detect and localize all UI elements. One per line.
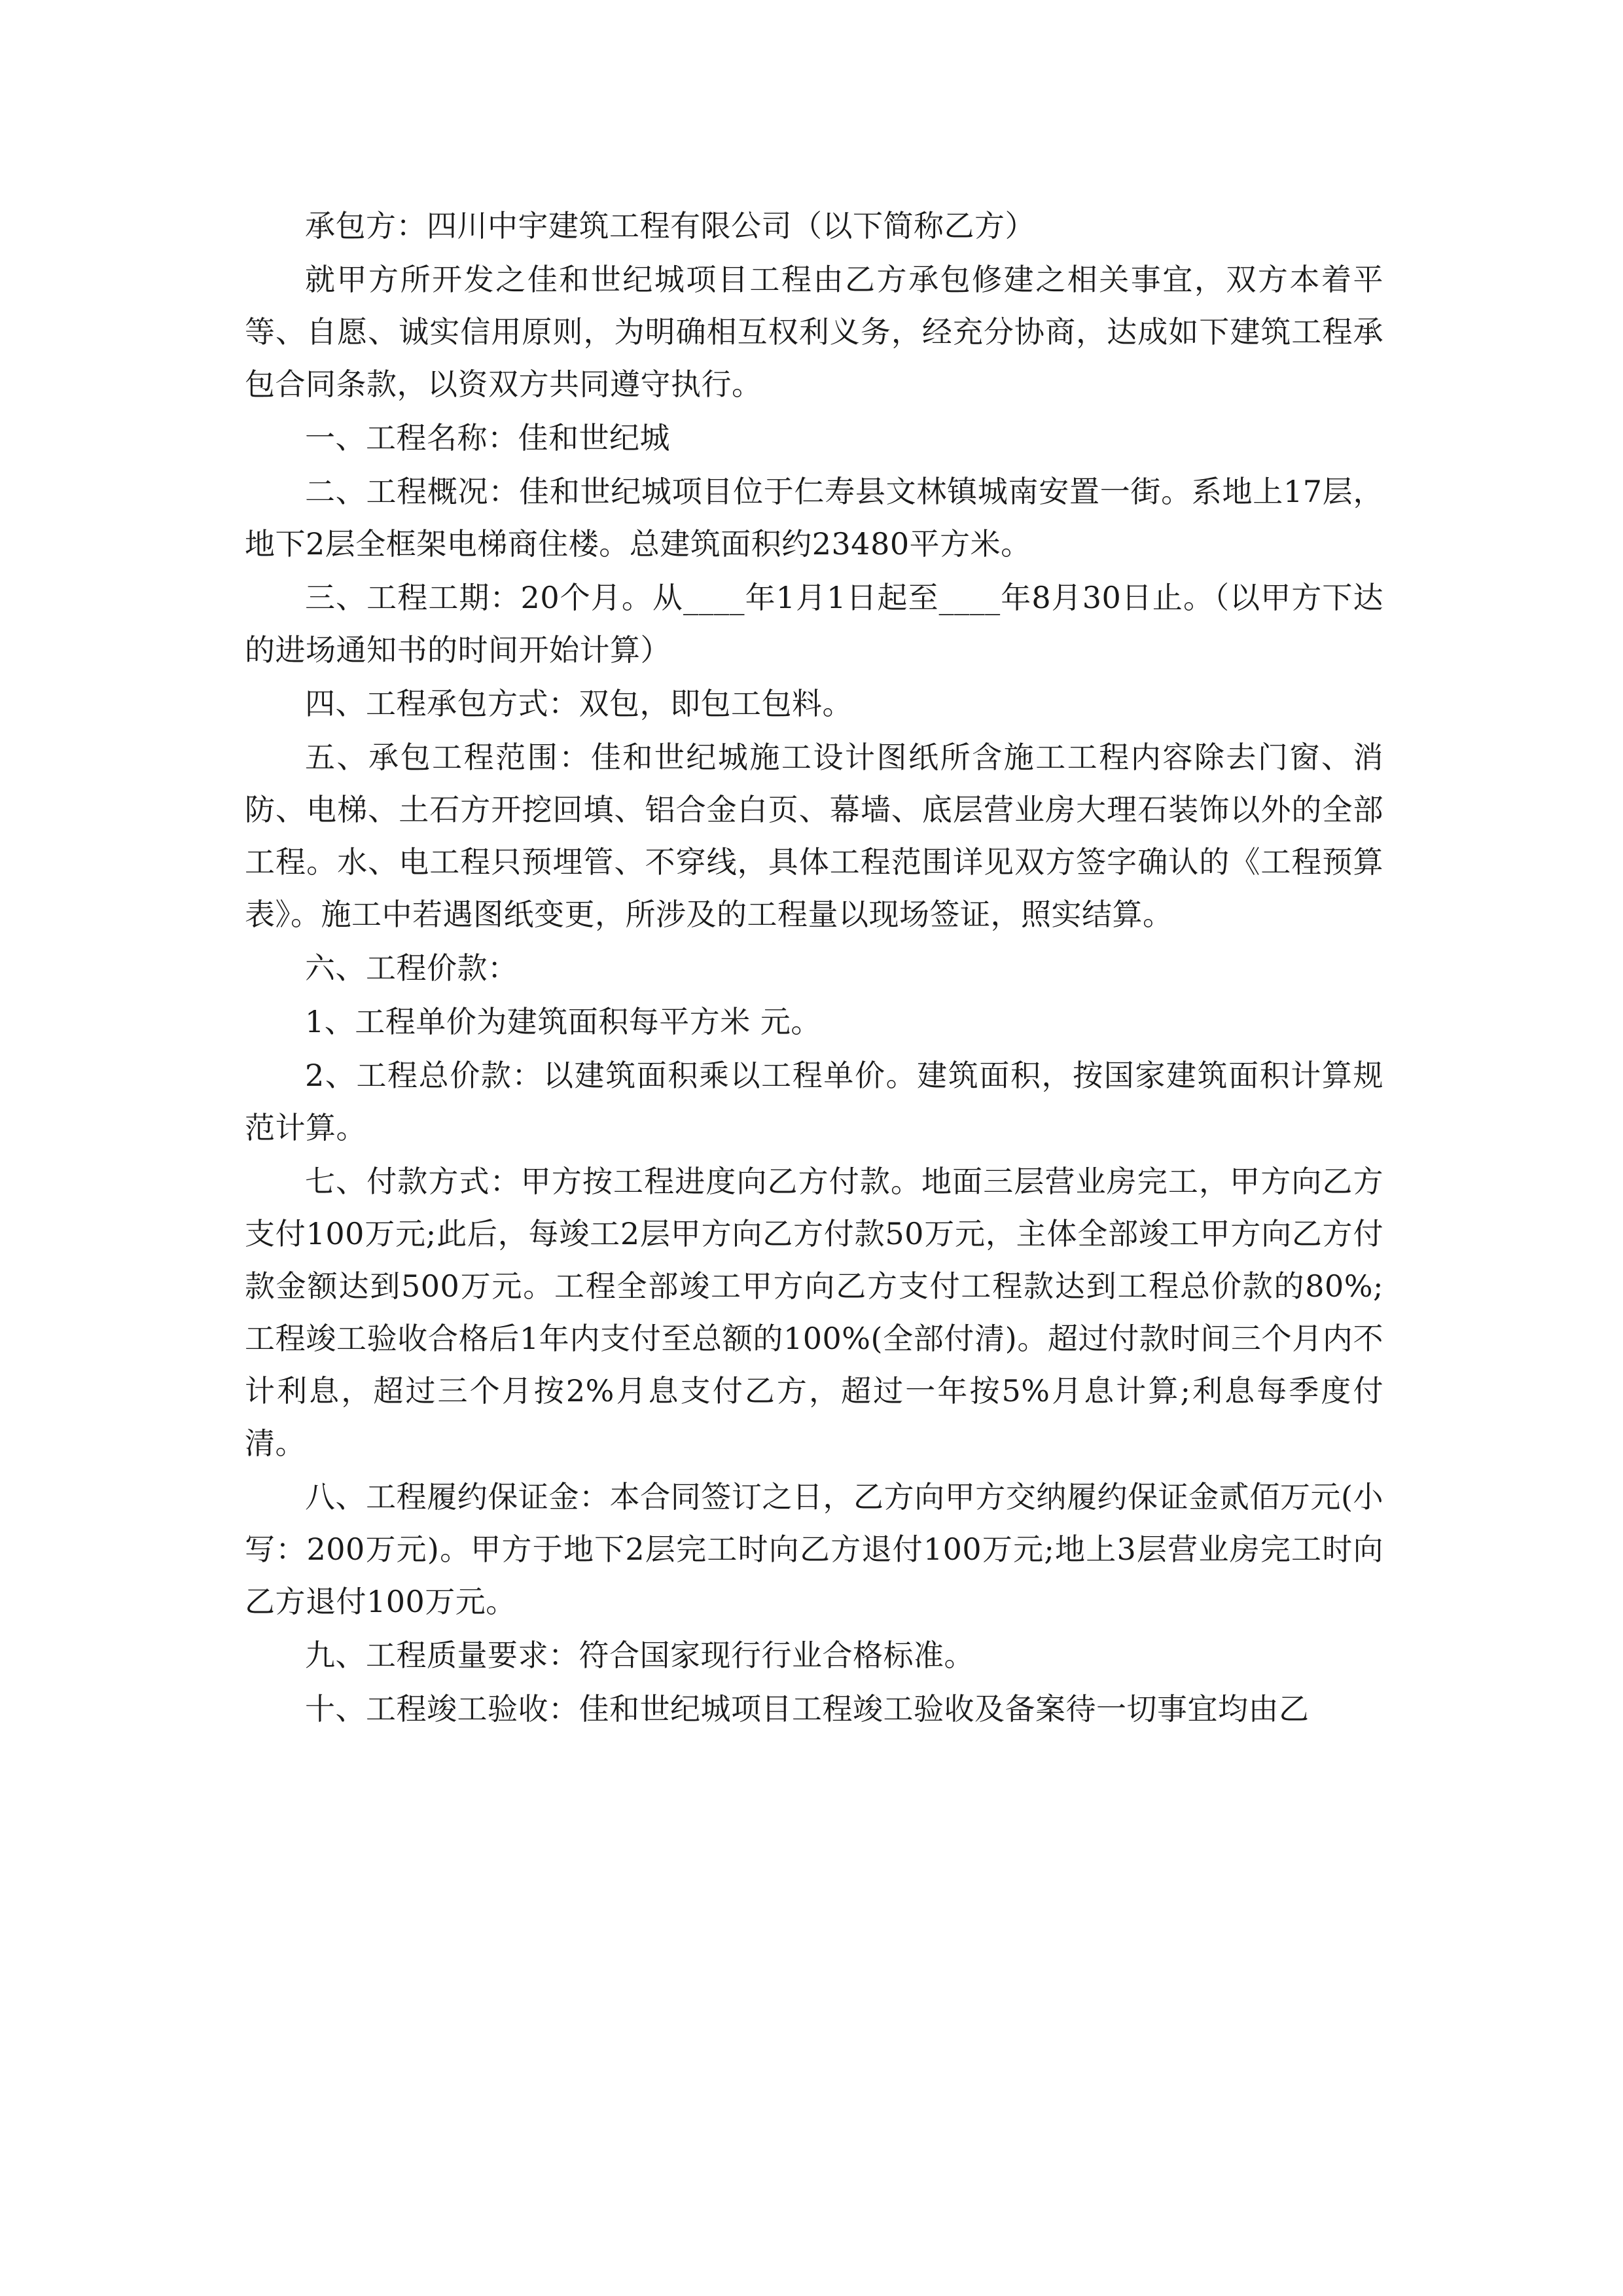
paragraph-contractor: 承包方：四川中宇建筑工程有限公司（以下简称乙方） — [305, 208, 1035, 243]
paragraph-total-price: 2、工程总价款：以建筑面积乘以工程单价。建筑面积，按国家建筑面积计算规范计算。 — [245, 1058, 1383, 1145]
paragraph-price-heading: 六、工程价款： — [305, 950, 518, 986]
paragraph-project-overview: 二、工程概况：佳和世纪城项目位于仁寿县文林镇城南安置一街。系地上17层，地下2层全框架电梯商住楼。总建筑面积约23480平方米。 — [245, 474, 1383, 562]
document-body — [245, 200, 1383, 1736]
paragraph-performance-bond: 八、工程履约保证金：本合同签订之日，乙方向甲方交纳履约保证金贰佰万元(小写：200万元)。甲方于地下2层完工时向乙方退付100万元;地上3层营业房完工时向乙方退付100万元。 — [245, 1479, 1383, 1619]
paragraph-unit-price: 1、工程单价为建筑面积每平方米 元。 — [305, 1004, 821, 1039]
paragraph-quality: 九、工程质量要求：符合国家现行行业合格标准。 — [305, 1638, 974, 1673]
paragraph-project-name: 一、工程名称：佳和世纪城 — [305, 420, 670, 456]
paragraph-preamble: 就甲方所开发之佳和世纪城项目工程由乙方承包修建之相关事宜，双方本着平等、自愿、诚实信用原则，为明确相互权利义务，经充分协商，达成如下建筑工程承包合同条款，以资双方共同遵守执行。 — [245, 262, 1383, 402]
paragraph-construction-period: 三、工程工期：20个月。从____年1月1日起至____年8月30日止。（以甲方下达的进场通知书的时间开始计算） — [245, 580, 1383, 668]
paragraph-payment-terms: 七、付款方式：甲方按工程进度向乙方付款。地面三层营业房完工，甲方向乙方支付100万元;此后，每竣工2层甲方向乙方付款50万元，主体全部竣工甲方向乙方付款金额达到500万元。工程全部竣工甲方向乙方支付工程款达到工程总价款的80%;工程竣工验收合格后1年内支付至总额的100%(全部付清)。超过付款时间三个月内不计利息，超过三个月按2%月息支付乙方，超过一年按5%月息计算;利息每季度付清。 — [245, 1164, 1383, 1461]
paragraph-scope: 五、承包工程范围：佳和世纪城施工设计图纸所含施工工程内容除去门窗、消防、电梯、土石方开挖回填、铝合金白页、幕墙、底层营业房大理石装饰以外的全部工程。水、电工程只预埋管、不穿线，具体工程范围详见双方签字确认的《工程预算表》。施工中若遇图纸变更，所涉及的工程量以现场签证，照实结算。 — [245, 740, 1383, 932]
paragraph-acceptance: 十、工程竣工验收：佳和世纪城项目工程竣工验收及备案待一切事宜均由乙 — [305, 1691, 1310, 1727]
paragraph-contract-mode: 四、工程承包方式：双包，即包工包料。 — [305, 686, 853, 721]
